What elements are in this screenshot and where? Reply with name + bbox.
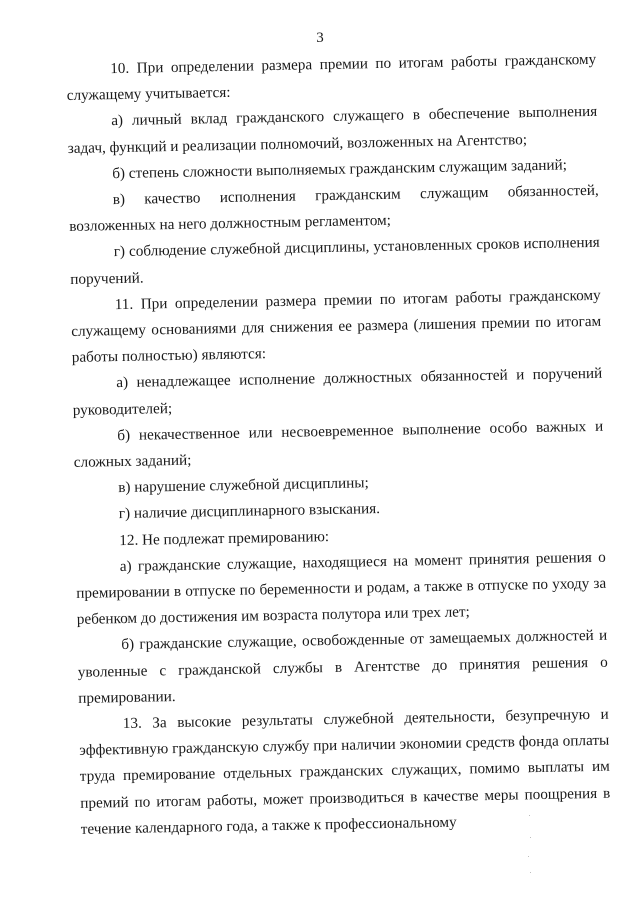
paragraph-11-c: в) нарушение служебной дисциплины; <box>118 474 369 497</box>
page-number: 3 <box>316 30 324 46</box>
paragraph-10-c: в) качество исполнения гражданским служащим обязанностей, возложенных на него должностным регламентом; <box>69 181 599 236</box>
paragraph-11-intro: 11. При определении размера премии по итогам работы гражданскому служащему основаниями для снижения ее размера (лишения премии по итогам работы полностью) являются: <box>71 286 602 367</box>
paragraph-12-intro: 12. Не подлежат премированию: <box>119 527 330 549</box>
document-body <box>66 47 611 843</box>
scan-specks <box>528 815 532 875</box>
paragraph-10-d: г) соблюдение служебной дисциплины, установленных сроков исполнения поручений. <box>70 234 600 288</box>
paragraph-10-b: б) степень сложности выполняемых гражданским служащим заданий; <box>112 156 568 182</box>
paragraph-11-a: а) ненадлежащее исполнение должностных обязанностей и поручений руководителей; <box>72 365 603 419</box>
paragraph-10-intro: 10. При определении размера премии по итогам работы гражданскому служащему учитывается: <box>66 50 597 105</box>
paragraph-12-b: б) гражданские служащие, освобожденные от замещаемых должностей и уволенные с гражданской службы в Агентстве до принятия решения о премировании. <box>77 627 608 707</box>
paragraph-11-b: б) некачественное или несвоевременное выполнение особо важных и сложных заданий; <box>73 417 604 471</box>
paragraph-12-a: а) гражданские служащие, находящиеся на момент принятия решения о премировании в отпуске по беременности и родам, а также в отпуске по уходу за ребенком до достижения им возраста полутора или трех лет; <box>76 548 607 629</box>
paragraph-13: 13. За высокие результаты служебной деятельности, безупречную и эффективную гражданскую службу при наличии экономии средств фонда оплаты труда премирование отдельных гражданских служащих, помимо выплаты им премий по итогам работы, может производиться в качестве меры поощрения в течение календарного года, а также к профессиональному <box>79 705 611 838</box>
paragraph-10-a: а) личный вклад гражданского служащего в обеспечение выполнения задач, функций и реализации полномочий, возложенных на Агентство; <box>67 103 598 157</box>
paragraph-11-d: г) наличие дисциплинарного взыскания. <box>118 500 381 523</box>
